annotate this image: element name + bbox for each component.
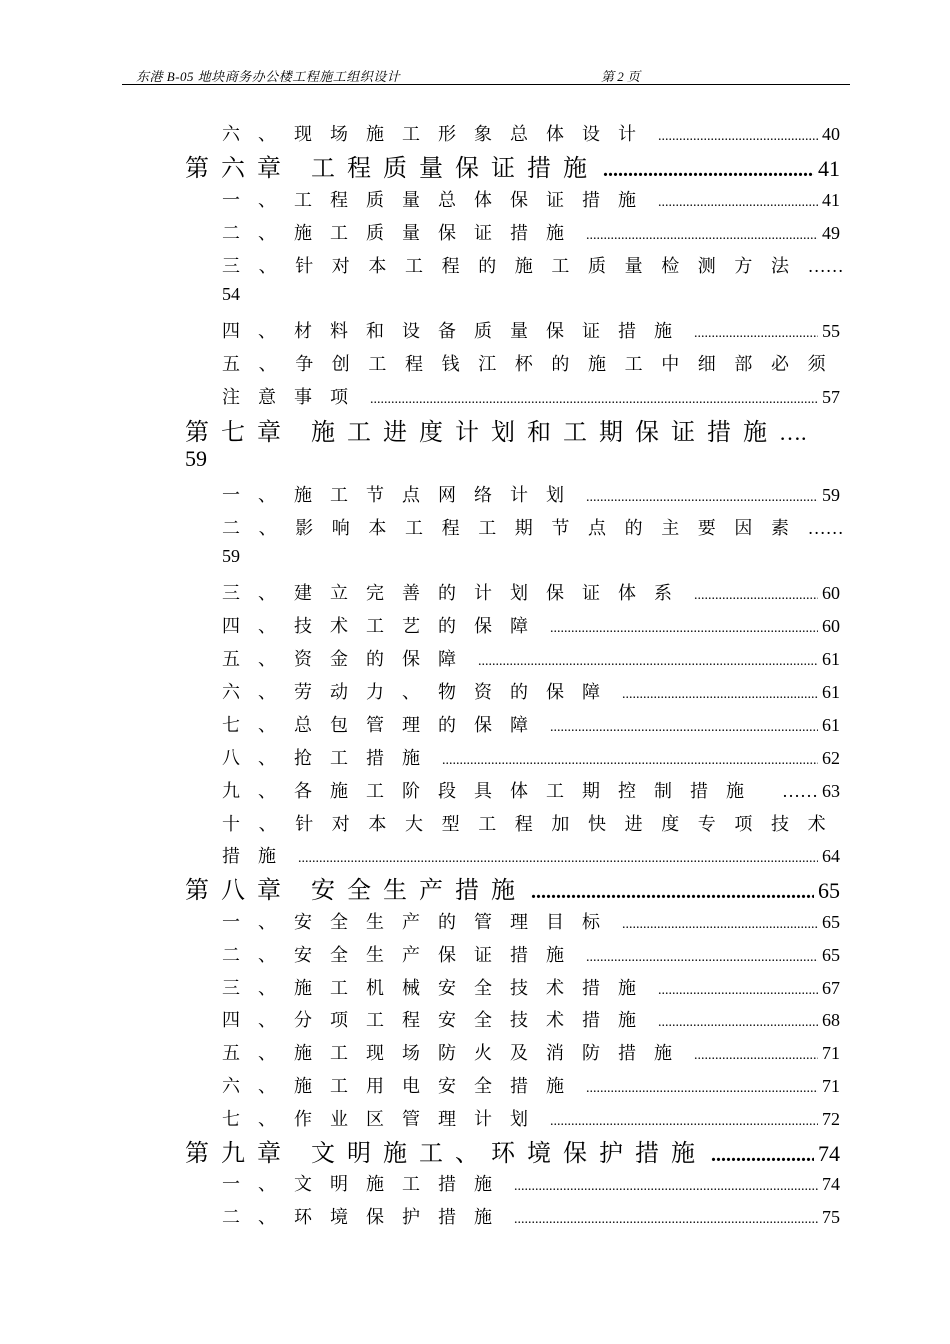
- dot-leader: [694, 588, 818, 604]
- toc-entry-page: 72: [822, 1109, 840, 1129]
- toc-entry-label: 三、针对本工程的施工质量检测方法: [222, 256, 808, 276]
- toc-entry-label: 一、文明施工措施: [222, 1174, 510, 1194]
- toc-entry-label: 二、影响本工程工期节点的主要因素: [222, 518, 808, 538]
- toc-entry-page: 74: [822, 1174, 840, 1194]
- toc-entry[interactable]: [222, 711, 840, 737]
- toc-entry-ellipsis: ……: [782, 781, 818, 801]
- dot-leader: [478, 654, 818, 670]
- toc-entry-page: 75: [822, 1207, 840, 1227]
- toc-entry[interactable]: [222, 1039, 840, 1065]
- toc-entry-page: 60: [822, 616, 840, 636]
- toc-entry[interactable]: [222, 481, 840, 507]
- toc-entry[interactable]: [222, 317, 840, 343]
- dot-leader: [370, 392, 818, 408]
- dot-leader: [442, 753, 818, 769]
- toc-entry-page: 59: [822, 485, 840, 505]
- toc-entry[interactable]: [222, 1105, 840, 1131]
- toc-entry-label: 一、施工节点网络计划: [222, 485, 582, 505]
- toc-chapter[interactable]: [185, 412, 840, 444]
- dot-leader: [586, 490, 818, 506]
- toc-entry-page: 59: [222, 546, 240, 566]
- toc-chapter-page: 65: [818, 878, 840, 903]
- toc-entry-page: 71: [822, 1043, 840, 1063]
- toc-entry[interactable]: [222, 645, 840, 671]
- toc-entry[interactable]: [222, 612, 840, 638]
- toc-chapter-label: 第七章 施工进度计划和工期保证措施: [185, 420, 779, 446]
- toc-entry-page: 55: [822, 321, 840, 341]
- dot-leader: [514, 1212, 818, 1228]
- toc-entry[interactable]: [222, 1203, 840, 1229]
- toc-entry-page: 57: [822, 387, 840, 407]
- toc-entry[interactable]: [222, 908, 840, 934]
- toc-entry-page: 61: [822, 715, 840, 735]
- toc-entry-page: 62: [822, 748, 840, 768]
- toc-entry[interactable]: [222, 350, 845, 376]
- toc-entry-continuation[interactable]: [222, 383, 840, 409]
- toc-entry-label: 六、现场施工形象总体设计: [222, 124, 654, 144]
- toc-entry-label: 九、各施工阶段具体工期控制措施: [222, 781, 762, 801]
- toc-entry-page: 49: [822, 223, 840, 243]
- dot-leader: [586, 228, 818, 244]
- toc-entry[interactable]: [222, 186, 840, 212]
- toc-entry-label: 五、争创工程钱江杯的施工中细部必须: [222, 354, 845, 374]
- toc-entry[interactable]: [222, 219, 840, 245]
- dot-leader: [298, 851, 818, 867]
- dot-leader: [586, 1081, 818, 1097]
- toc-entry-label: 三、施工机械安全技术措施: [222, 978, 654, 998]
- toc-chapter[interactable]: [185, 1133, 840, 1165]
- toc-chapter[interactable]: [185, 870, 840, 902]
- toc-entry-page: 41: [822, 190, 840, 210]
- toc-entry[interactable]: [222, 579, 840, 605]
- toc-entry-label: 七、总包管理的保障: [222, 715, 546, 735]
- toc-entry-label: 五、资金的保障: [222, 649, 474, 669]
- dot-leader: [550, 1114, 818, 1130]
- dot-leader: [550, 621, 818, 637]
- toc-entry[interactable]: [222, 1072, 840, 1098]
- toc-entry-continuation[interactable]: [222, 842, 840, 868]
- toc-entry-label: 措施: [222, 846, 294, 866]
- toc-entry-label: 三、建立完善的计划保证体系: [222, 583, 690, 603]
- toc-entry-label: 一、工程质量总体保证措施: [222, 190, 654, 210]
- toc-entry-label: 四、技术工艺的保障: [222, 616, 546, 636]
- dot-leader: [514, 1179, 818, 1195]
- toc-chapter-label: 第六章 工程质量保证措施: [185, 156, 599, 182]
- dot-leader: [694, 1048, 818, 1064]
- toc-entry[interactable]: [222, 252, 844, 278]
- toc-chapter-ellipsis: ….: [779, 420, 807, 445]
- toc-chapter-page: 41: [818, 156, 840, 181]
- toc-entry-page: 40: [822, 124, 840, 144]
- toc-entry-label: 七、作业区管理计划: [222, 1109, 546, 1129]
- toc-entry-page: 64: [822, 846, 840, 866]
- toc-entry-label: 五、施工现场防火及消防措施: [222, 1043, 690, 1063]
- toc-entry[interactable]: [222, 678, 840, 704]
- toc-entry[interactable]: [222, 810, 845, 836]
- toc-entry[interactable]: [222, 1170, 840, 1196]
- toc-entry-page: 65: [822, 945, 840, 965]
- dot-leader: [586, 950, 818, 966]
- toc-entry[interactable]: [222, 514, 844, 540]
- toc-entry-page: 61: [822, 649, 840, 669]
- toc-entry-page: 67: [822, 978, 840, 998]
- dot-leader: [622, 917, 818, 933]
- toc-entry-label: 二、安全生产保证措施: [222, 945, 582, 965]
- toc-entry-label: 四、分项工程安全技术措施: [222, 1010, 654, 1030]
- page-number: 第 2 页: [601, 69, 641, 84]
- toc-entry-label: 六、施工用电安全措施: [222, 1076, 582, 1096]
- dot-leader: [658, 983, 818, 999]
- toc-entry-page: 65: [822, 912, 840, 932]
- dot-leader: [622, 687, 818, 703]
- toc-entry-label: 一、安全生产的管理目标: [222, 912, 618, 932]
- dot-leader: [658, 195, 818, 211]
- toc-entry[interactable]: [222, 744, 840, 770]
- toc-entry-ellipsis: ……: [807, 256, 844, 276]
- toc-entry-ellipsis: ……: [807, 518, 844, 538]
- dot-leader: [550, 720, 818, 736]
- toc-entry-label: 八、抢工措施: [222, 748, 438, 768]
- toc-entry-label: 十、针对本大型工程加快进度专项技术: [222, 814, 845, 834]
- dot-leader: [711, 1144, 814, 1167]
- toc-entry-label: 六、劳动力、物资的保障: [222, 682, 618, 702]
- toc-entry[interactable]: [222, 974, 840, 1000]
- toc-entry-page: 71: [822, 1076, 840, 1096]
- toc-chapter[interactable]: [185, 148, 840, 180]
- dot-leader: [658, 1015, 818, 1031]
- toc-entry-label: 二、环境保护措施: [222, 1207, 510, 1227]
- toc-entry[interactable]: [222, 120, 840, 146]
- toc-entry[interactable]: [222, 941, 840, 967]
- toc-entry-page: 61: [822, 682, 840, 702]
- dot-leader: [603, 159, 814, 182]
- toc-entry-page: 60: [822, 583, 840, 603]
- toc-entry[interactable]: [222, 777, 840, 803]
- document-title: 东港 B-05 地块商务办公楼工程施工组织设计: [136, 69, 401, 84]
- dot-leader: [658, 129, 818, 145]
- toc-chapter-page: 74: [818, 1141, 840, 1166]
- toc-chapter-label: 第八章 安全生产措施: [185, 878, 527, 904]
- toc-entry-page: 54: [222, 284, 240, 304]
- toc-entry-label: 四、材料和设备质量保证措施: [222, 321, 690, 341]
- toc-entry-label: 二、施工质量保证措施: [222, 223, 582, 243]
- toc-entry[interactable]: [222, 1006, 840, 1032]
- dot-leader: [531, 881, 814, 904]
- toc-entry-label: 注意事项: [222, 387, 366, 407]
- toc-entry-page: 68: [822, 1010, 840, 1030]
- dot-leader: [694, 326, 818, 342]
- toc-chapter-label: 第九章 文明施工、环境保护措施: [185, 1141, 707, 1167]
- toc-entry-page: 63: [822, 781, 840, 801]
- toc-chapter-page: 59: [185, 446, 207, 471]
